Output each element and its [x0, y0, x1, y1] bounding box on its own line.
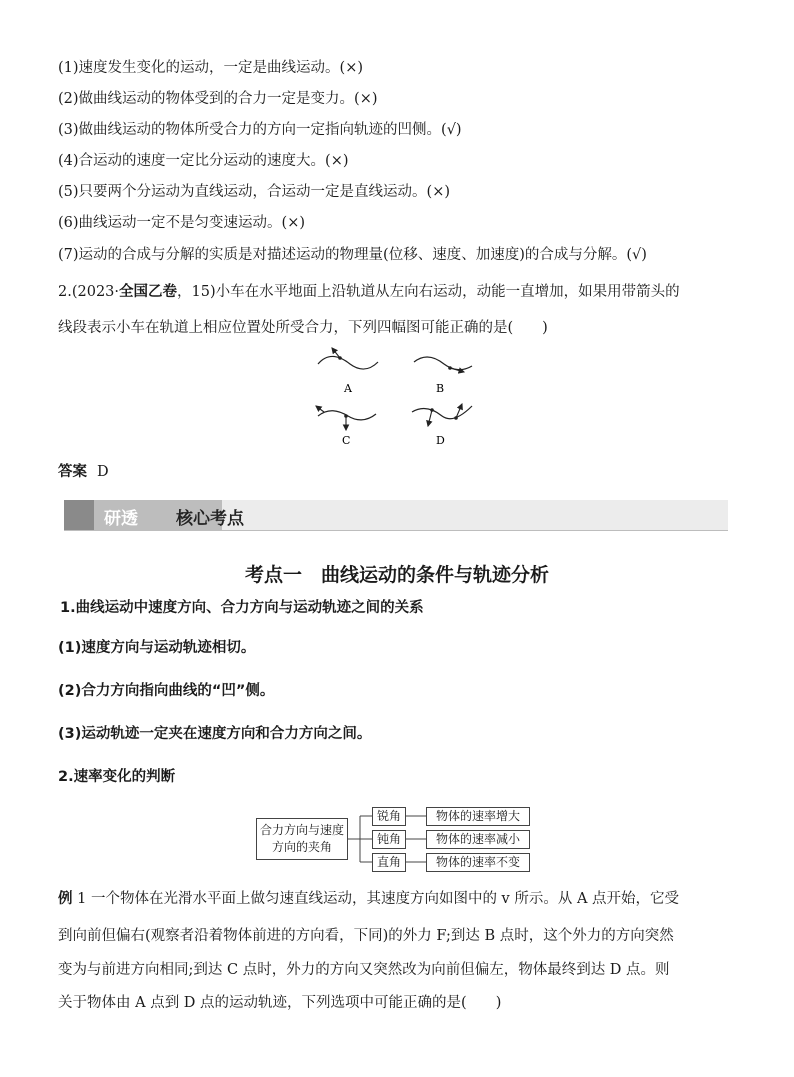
- question-2-line-2: 线段表示小车在轨道上相应位置处所受合力，下列四幅图可能正确的是( ): [58, 320, 548, 336]
- speed-change-diagram: [256, 804, 536, 874]
- judgement-3: (3)做曲线运动的物体所受合力的方向一定指向轨迹的凹侧。(√): [58, 122, 462, 138]
- figure-c-point: [344, 414, 348, 418]
- question-2-line-1-rest: ，15)小车在水平地面上沿轨道从左向右运动，动能一直增加，如果用带箭头的: [177, 284, 680, 300]
- answer-line: [58, 462, 109, 482]
- example-line-3: 变为与前进方向相同;到达 C 点时，外力的方向又突然改为向前但偏左，物体最终到达 D 点。则: [58, 962, 670, 978]
- judgement-4: (4)合运动的速度一定比分运动的速度大。(×): [58, 153, 349, 169]
- point-1-3: (3)运动轨迹一定夹在速度方向和合力方向之间。: [58, 726, 372, 742]
- result-decrease: 物体的速率减小: [426, 830, 530, 849]
- question-2-source: 全国乙卷: [119, 284, 178, 300]
- banner-title: 核心考点: [176, 509, 244, 529]
- point-2: 2.速率变化的判断: [58, 769, 176, 785]
- figure-d-arrow-1: [428, 410, 432, 426]
- diagram-root: 合力方向与速度方向的夹角: [256, 818, 348, 860]
- question-2-line-1: [58, 282, 680, 302]
- judgement-2: (2)做曲线运动的物体受到的合力一定是变力。(×): [58, 91, 378, 107]
- figure-a-label: A: [344, 382, 352, 395]
- trajectory-figures-svg: [300, 346, 490, 456]
- branch-right-angle: 直角: [372, 853, 406, 872]
- figure-c-arrow-1: [316, 406, 324, 412]
- section-banner: [64, 500, 728, 531]
- example-line-1: [58, 889, 679, 909]
- question-2-prefix: 2.(2023·: [58, 284, 120, 300]
- point-1-2: (2)合力方向指向曲线的“凹”侧。: [58, 683, 275, 699]
- figure-b-point: [448, 366, 452, 370]
- judgement-1: (1)速度发生变化的运动，一定是曲线运动。(×): [58, 60, 364, 76]
- judgement-7: (7)运动的合成与分解的实质是对描述运动的物理量(位移、速度、加速度)的合成与分解。(√): [58, 247, 647, 263]
- section-title: 考点一 曲线运动的条件与轨迹分析: [244, 564, 549, 586]
- example-text-1: 1 一个物体在光滑水平面上做匀速直线运动，其速度方向如图中的 v 所示。从 A 点开始，它受: [72, 891, 680, 907]
- example-line-2: 到向前但偏右(观察者沿着物体前进的方向看，下同)的外力 F;到达 B 点时，这个外力的方向突然: [58, 928, 674, 944]
- answer-value: D: [97, 464, 109, 480]
- answer-label: 答案: [58, 464, 87, 480]
- result-increase: 物体的速率增大: [426, 807, 530, 826]
- example-line-4: 关于物体由 A 点到 D 点的运动轨迹，下列选项中可能正确的是( ): [58, 995, 502, 1011]
- branch-acute-angle: 锐角: [372, 807, 406, 826]
- judgement-5: (5)只要两个分运动为直线运动，合运动一定是直线运动。(×): [58, 184, 451, 200]
- trajectory-figures: [300, 346, 490, 456]
- figure-d-label: D: [436, 434, 445, 447]
- point-1: 1.曲线运动中速度方向、合力方向与运动轨迹之间的关系: [60, 600, 424, 616]
- branch-obtuse-angle: 钝角: [372, 830, 406, 849]
- figure-d-point-2: [454, 416, 458, 420]
- example-label: 例: [58, 891, 73, 907]
- figure-b-label: B: [436, 382, 445, 395]
- figure-d-point-1: [430, 408, 434, 412]
- figure-a-point: [338, 356, 342, 360]
- figure-c-label: C: [342, 434, 351, 447]
- figure-a-curve: [318, 356, 378, 369]
- figure-b-curve: [414, 357, 472, 370]
- banner-dark-block: [64, 500, 94, 530]
- result-unchanged: 物体的速率不变: [426, 853, 530, 872]
- banner-tag: 研透: [104, 509, 138, 529]
- judgement-6: (6)曲线运动一定不是匀变速运动。(×): [58, 215, 306, 231]
- figure-d-curve: [412, 406, 472, 419]
- point-1-1: (1)速度方向与运动轨迹相切。: [58, 640, 256, 656]
